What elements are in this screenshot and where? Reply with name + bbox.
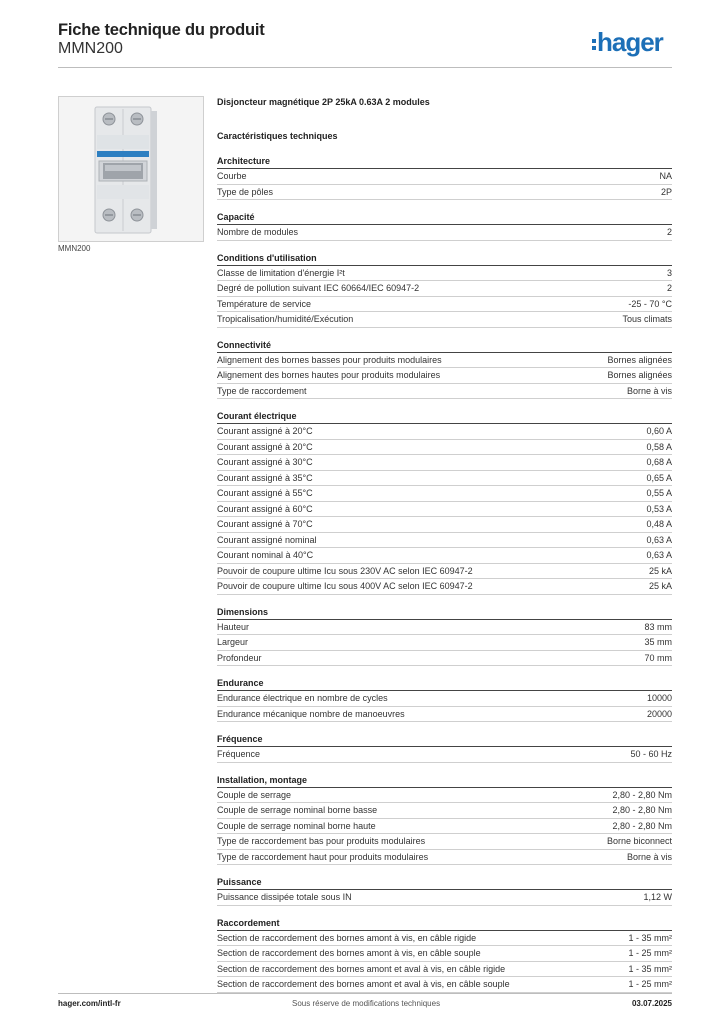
section-title: Connectivité <box>217 339 672 353</box>
spec-label: Profondeur <box>217 652 262 663</box>
spec-value: Bornes alignées <box>607 354 672 365</box>
spec-value: 2,80 - 2,80 Nm <box>612 789 672 800</box>
spec-value: Borne à vis <box>626 385 672 396</box>
spec-label: Hauteur <box>217 621 250 632</box>
spec-value: 25 kA <box>648 565 672 576</box>
spec-value: 1 - 35 mm² <box>628 963 672 974</box>
spec-label: Puissance dissipée totale sous IN <box>217 892 352 902</box>
section-title: Conditions d'utilisation <box>217 252 672 266</box>
spec-row <box>217 890 672 906</box>
hager-logo[interactable] <box>592 28 663 56</box>
spec-sections <box>217 155 672 993</box>
spec-value: 2P <box>660 186 672 197</box>
specs-heading: Caractéristiques techniques <box>217 131 338 141</box>
spec-value: 0,55 A <box>646 488 672 498</box>
spec-section <box>217 252 672 328</box>
spec-value: 0,48 A <box>646 519 672 529</box>
spec-row <box>217 850 672 866</box>
spec-value: 2,80 - 2,80 Nm <box>612 820 672 831</box>
spec-label: Degré de pollution suivant IEC 60664/IEC 60947-2 <box>217 283 420 293</box>
spec-row <box>217 962 672 978</box>
footer-divider <box>58 993 672 994</box>
spec-label: Type de raccordement bas pour produits modulaires <box>217 836 426 846</box>
spec-value: 1 - 25 mm² <box>628 948 672 958</box>
spec-value: 2 <box>666 227 672 237</box>
page-title: Fiche technique du produit <box>58 21 265 39</box>
spec-row <box>217 225 672 241</box>
logo-text: hager <box>597 27 663 57</box>
spec-row <box>217 651 672 667</box>
spec-row <box>217 707 672 723</box>
spec-row <box>217 533 672 549</box>
section-title: Capacité <box>217 211 672 225</box>
section-title: Fréquence <box>217 733 672 747</box>
spec-value: -25 - 70 °C <box>628 298 672 309</box>
spec-value: 10000 <box>646 693 672 703</box>
spec-value: 83 mm <box>644 621 672 632</box>
spec-section <box>217 876 672 906</box>
spec-value: Borne biconnect <box>606 836 672 846</box>
spec-label: Couple de serrage nominal borne basse <box>217 805 378 815</box>
spec-section <box>217 339 672 400</box>
spec-row <box>217 931 672 947</box>
spec-row <box>217 834 672 850</box>
spec-value: 0,60 A <box>646 426 672 436</box>
spec-value: 3 <box>666 267 672 278</box>
spec-label: Courant assigné à 30°C <box>217 457 313 467</box>
spec-row <box>217 471 672 487</box>
spec-value: 0,53 A <box>646 503 672 514</box>
spec-section <box>217 774 672 866</box>
spec-value: 0,68 A <box>646 457 672 467</box>
spec-value: 25 kA <box>648 581 672 591</box>
spec-label: Courant assigné à 20°C <box>217 426 313 436</box>
spec-section <box>217 677 672 722</box>
spec-label: Alignement des bornes basses pour produits modulaires <box>217 354 442 365</box>
spec-label: Courant assigné à 55°C <box>217 488 313 498</box>
spec-row <box>217 266 672 282</box>
spec-label: Couple de serrage nominal borne haute <box>217 820 376 831</box>
product-image-caption: MMN200 <box>58 244 91 253</box>
spec-label: Endurance mécanique nombre de manoeuvres <box>217 708 405 719</box>
spec-value: 1,12 W <box>643 892 672 902</box>
spec-label: Classe de limitation d'énergie I²t <box>217 267 345 278</box>
spec-row <box>217 946 672 962</box>
section-title: Architecture <box>217 155 672 169</box>
section-title: Endurance <box>217 677 672 691</box>
spec-section <box>217 606 672 667</box>
section-title: Puissance <box>217 876 672 890</box>
spec-label: Tropicalisation/humidité/Exécution <box>217 314 354 324</box>
spec-value: 1 - 25 mm² <box>628 979 672 989</box>
spec-row <box>217 353 672 369</box>
spec-row <box>217 384 672 400</box>
spec-row <box>217 169 672 185</box>
spec-row <box>217 368 672 384</box>
spec-row <box>217 819 672 835</box>
spec-value: Borne à vis <box>626 851 672 862</box>
spec-label: Courant assigné à 70°C <box>217 519 313 529</box>
spec-label: Pouvoir de coupure ultime Icu sous 400V AC selon IEC 60947-2 <box>217 581 473 591</box>
spec-label: Nombre de modules <box>217 227 299 237</box>
spec-row <box>217 548 672 564</box>
spec-label: Pouvoir de coupure ultime Icu sous 230V AC selon IEC 60947-2 <box>217 565 473 576</box>
section-title: Dimensions <box>217 606 672 620</box>
spec-row <box>217 281 672 297</box>
spec-value: 0,58 A <box>646 441 672 452</box>
spec-row <box>217 486 672 502</box>
spec-row <box>217 635 672 651</box>
spec-row <box>217 788 672 804</box>
section-title: Courant électrique <box>217 410 672 424</box>
spec-row <box>217 424 672 440</box>
header-divider <box>58 67 672 68</box>
footer-disclaimer: Sous réserve de modifications techniques <box>292 999 441 1008</box>
spec-label: Courant assigné à 20°C <box>217 441 313 452</box>
spec-section <box>217 733 672 763</box>
spec-value: Tous climats <box>622 314 672 324</box>
spec-label: Largeur <box>217 637 249 647</box>
spec-row <box>217 977 672 993</box>
spec-value: 2 <box>666 283 672 293</box>
spec-value: 0,63 A <box>646 550 672 560</box>
spec-value: NA <box>659 171 672 181</box>
spec-row <box>217 517 672 533</box>
spec-value: 0,65 A <box>646 472 672 483</box>
spec-section <box>217 211 672 241</box>
spec-label: Courant assigné à 60°C <box>217 503 313 514</box>
spec-label: Température de service <box>217 298 312 309</box>
spec-value: 50 - 60 Hz <box>630 749 672 759</box>
spec-value: 20000 <box>646 708 672 719</box>
spec-row <box>217 747 672 763</box>
specifications <box>217 96 672 1004</box>
product-reference: MMN200 <box>58 40 123 57</box>
spec-row <box>217 564 672 580</box>
product-description: Disjoncteur magnétique 2P 25kA 0.63A 2 modules <box>217 97 430 107</box>
spec-value: 35 mm <box>644 637 672 647</box>
spec-value: 2,80 - 2,80 Nm <box>612 805 672 815</box>
spec-label: Type de raccordement haut pour produits modulaires <box>217 851 429 862</box>
spec-row <box>217 297 672 313</box>
spec-label: Section de raccordement des bornes amont et aval à vis, en câble souple <box>217 979 510 989</box>
spec-section <box>217 155 672 200</box>
spec-label: Courant assigné à 35°C <box>217 472 313 483</box>
spec-label: Endurance électrique en nombre de cycles <box>217 693 388 703</box>
spec-label: Type de pôles <box>217 186 274 197</box>
spec-label: Couple de serrage <box>217 789 292 800</box>
section-title: Raccordement <box>217 917 672 931</box>
footer-date: 03.07.2025 <box>631 999 672 1008</box>
spec-row <box>217 502 672 518</box>
spec-value: 1 - 35 mm² <box>628 932 672 943</box>
spec-label: Courant nominal à 40°C <box>217 550 314 560</box>
spec-section <box>217 410 672 595</box>
spec-label: Section de raccordement des bornes amont à vis, en câble rigide <box>217 932 477 943</box>
section-title: Installation, montage <box>217 774 672 788</box>
spec-label: Courant assigné nominal <box>217 534 317 545</box>
spec-row <box>217 440 672 456</box>
spec-value: 0,63 A <box>646 534 672 545</box>
spec-label: Type de raccordement <box>217 385 307 396</box>
spec-row <box>217 579 672 595</box>
circuit-breaker-icon <box>59 97 203 241</box>
spec-row <box>217 312 672 328</box>
spec-label: Section de raccordement des bornes amont à vis, en câble souple <box>217 948 481 958</box>
spec-row <box>217 455 672 471</box>
spec-label: Alignement des bornes hautes pour produits modulaires <box>217 370 441 380</box>
spec-value: 70 mm <box>644 652 672 663</box>
spec-row <box>217 185 672 201</box>
spec-label: Section de raccordement des bornes amont et aval à vis, en câble rigide <box>217 963 506 974</box>
spec-row <box>217 620 672 636</box>
spec-label: Courbe <box>217 171 247 181</box>
spec-row <box>217 803 672 819</box>
product-image <box>58 96 204 242</box>
spec-value: Bornes alignées <box>607 370 672 380</box>
spec-row <box>217 691 672 707</box>
spec-section <box>217 917 672 993</box>
footer-website-link[interactable]: hager.com/intl-fr <box>58 999 121 1008</box>
spec-label: Fréquence <box>217 749 261 759</box>
